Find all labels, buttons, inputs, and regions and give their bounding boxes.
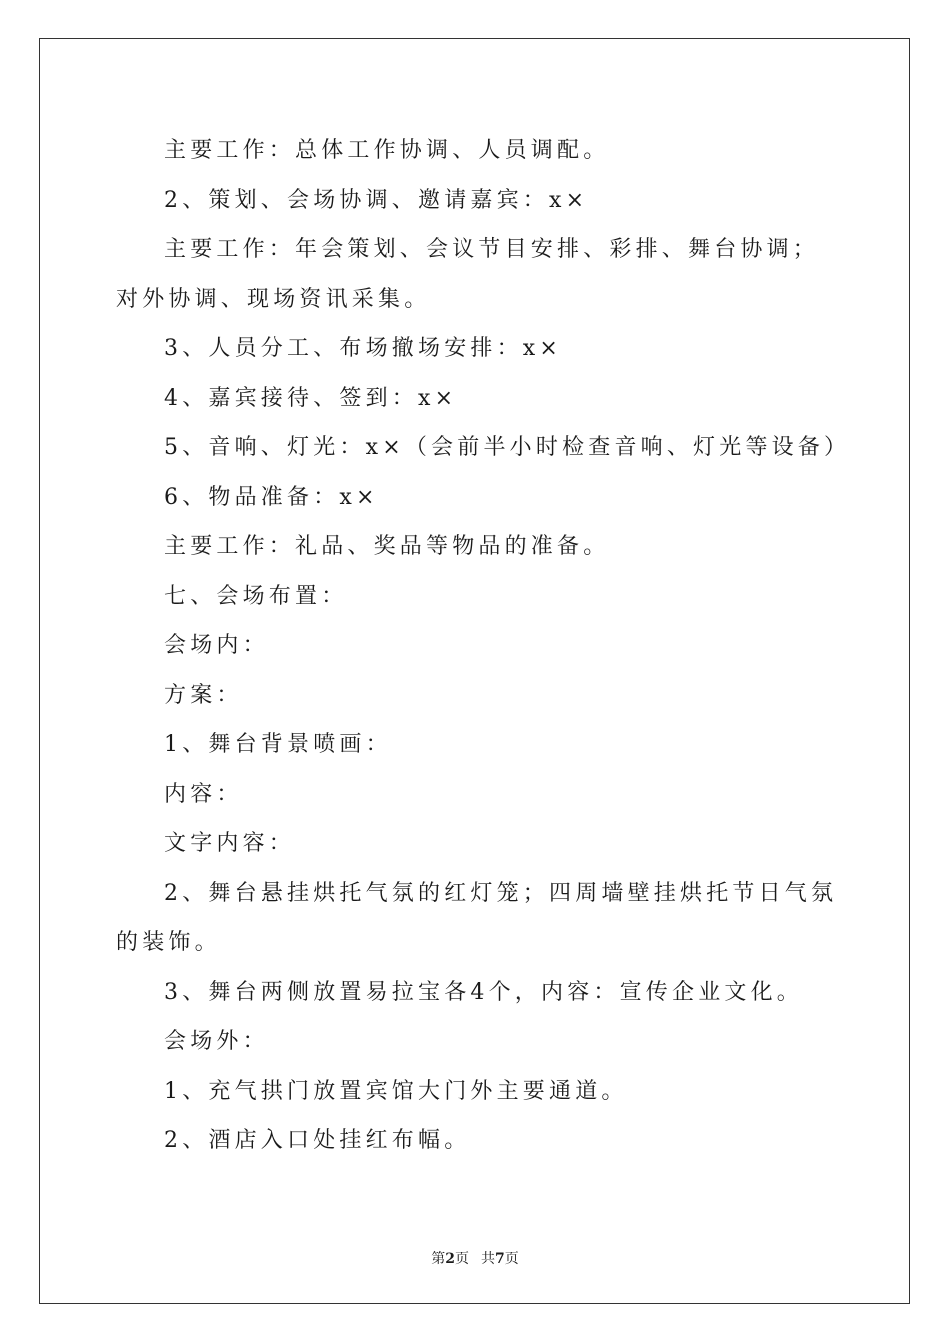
paragraph: 2、酒店入口处挂红布幅。: [164, 1128, 471, 1153]
page-footer: [0, 1248, 950, 1268]
paragraph: 3、舞台两侧放置易拉宝各4个，内容：宣传企业文化。: [164, 979, 803, 1005]
paragraph: 主要工作：礼品、奖品等物品的准备。: [164, 534, 610, 559]
paragraph: 会场内：: [164, 633, 269, 658]
total-pages-number: 7: [495, 1251, 505, 1267]
footer-total-prefix: 共: [481, 1251, 495, 1267]
paragraph: 1、舞台背景喷画：: [164, 732, 392, 757]
paragraph: 2、策划、会场协调、邀请嘉宾：x×: [164, 187, 589, 213]
paragraph: 方案：: [164, 682, 243, 708]
footer-page-unit: 页: [455, 1251, 469, 1267]
paragraph: 4、嘉宾接待、签到：x×: [164, 385, 458, 411]
paragraph: 5、音响、灯光：x×（会前半小时检查音响、灯光等设备）: [164, 435, 851, 460]
footer-prefix: 第: [431, 1251, 446, 1267]
paragraph: 会场外：: [164, 1029, 269, 1054]
current-page-number: 2: [445, 1251, 455, 1267]
paragraph: 2、舞台悬挂烘托气氛的红灯笼；四周墙壁挂烘托节日气氛的装饰。: [116, 880, 838, 955]
footer-total-unit: 页: [504, 1251, 519, 1267]
paragraph: 文字内容：: [164, 831, 296, 856]
paragraph: 1、充气拱门放置宾馆大门外主要通道。: [164, 1078, 628, 1104]
paragraph: 主要工作：年会策划、会议节目安排、彩排、舞台协调；对外协调、现场资讯采集。: [116, 237, 820, 312]
document-body: [116, 126, 851, 1166]
paragraph: 主要工作：总体工作协调、人员调配。: [164, 138, 610, 163]
paragraph: 内容：: [164, 781, 243, 807]
paragraph: 6、物品准备：x×: [164, 484, 379, 510]
paragraph: 3、人员分工、布场撤场安排：x×: [164, 336, 563, 361]
section-heading: 七、会场布置：: [164, 583, 348, 609]
